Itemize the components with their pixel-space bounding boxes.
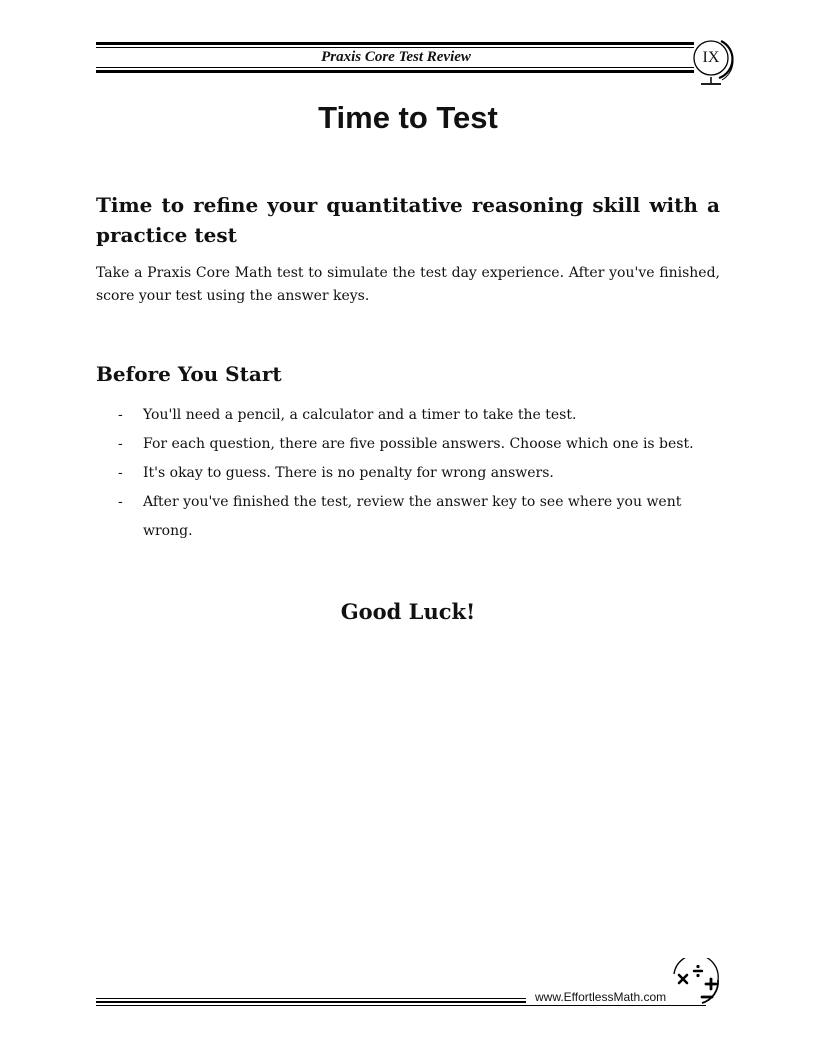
intro-paragraph: Take a Praxis Core Math test to simulate the test day experience. After you've finished, score your test using the answer keys. bbox=[96, 265, 720, 304]
bullet-dash: - bbox=[118, 436, 123, 452]
list-item bbox=[96, 488, 720, 546]
bullet-dash: - bbox=[118, 465, 123, 481]
header-rule-bottom-thick bbox=[96, 70, 694, 73]
list-item bbox=[96, 430, 720, 459]
footer-website: www.EffortlessMath.com bbox=[535, 990, 667, 1004]
header-rule-top-thick bbox=[96, 42, 694, 45]
good-luck-text: Good Luck! bbox=[340, 599, 476, 624]
math-operators-logo-icon bbox=[666, 958, 724, 1010]
page-title: Time to Test bbox=[318, 100, 498, 135]
header-rule-bottom-thin bbox=[96, 67, 694, 68]
running-head: Praxis Core Test Review bbox=[321, 49, 471, 65]
list-item bbox=[96, 401, 720, 430]
list-item bbox=[96, 459, 720, 488]
footer-rule-thick bbox=[96, 1001, 526, 1003]
bullet-dash: - bbox=[118, 407, 123, 423]
list-item-text: After you've finished the test, review the answer key to see where you went wrong. bbox=[143, 494, 682, 539]
list-item-text: You'll need a pencil, a calculator and a timer to take the test. bbox=[143, 407, 577, 423]
instructions-list bbox=[96, 401, 720, 546]
chapter-number: IX bbox=[702, 49, 720, 66]
bullet-dash: - bbox=[118, 494, 123, 510]
intro-heading: Time to refine your quantitative reasoning skill with a practice test bbox=[96, 193, 720, 247]
footer-rule-thin-top bbox=[96, 998, 526, 999]
list-item-text: It's okay to guess. There is no penalty for wrong answers. bbox=[143, 465, 554, 481]
before-you-start-heading: Before You Start bbox=[96, 362, 282, 386]
list-item-text: For each question, there are five possible answers. Choose which one is best. bbox=[143, 436, 694, 452]
